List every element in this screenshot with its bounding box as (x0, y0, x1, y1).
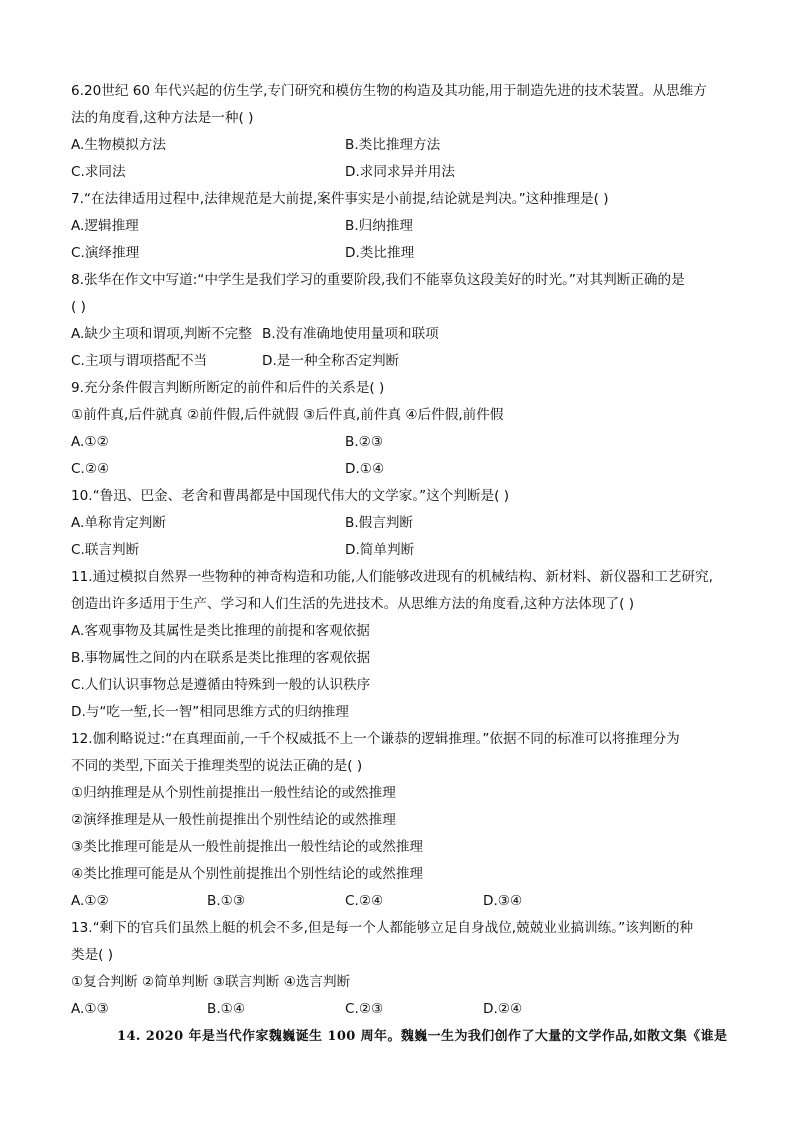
q12-option-b: B.①③ (207, 893, 246, 909)
q10-option-b: B.假言判断 (345, 515, 414, 531)
q11-option-a: A.客观事物及其属性是类比推理的前提和客观依据 (71, 623, 370, 639)
q12-option-d: D.③④ (483, 893, 523, 909)
q9-statements: ①前件真,后件就真 ②前件假,后件就假 ③后件真,前件真 ④后件假,前件假 (71, 407, 504, 423)
q6-option-d: D.求同求异并用法 (345, 164, 455, 180)
q11-option-b: B.事物属性之间的内在联系是类比推理的客观依据 (71, 650, 371, 666)
q7-stem: 7.“在法律适用过程中,法律规范是大前提,案件事实是小前提,结论就是判决。”这种推理是( ) (71, 191, 609, 207)
q10-option-c: C.联言判断 (71, 542, 140, 558)
q9-option-b: B.②③ (345, 434, 384, 450)
q11-option-c: C.人们认识事物总是遵循由特殊到一般的认识秩序 (71, 677, 371, 693)
q13-option-b: B.①④ (207, 1001, 246, 1017)
q12-option-c: C.②④ (345, 893, 384, 909)
q8-stem-line-2: ( ) (71, 299, 86, 315)
q8-option-a: A.缺少主项和谓项,判断不完整 (71, 326, 252, 342)
q10-stem: 10.“鲁迅、巴金、老舍和曹禺都是中国现代伟大的文学家。”这个判断是( ) (71, 488, 510, 504)
q6-stem-line-2: 法的角度看,这种方法是一种( ) (71, 110, 254, 126)
q12-stem-line-2: 不同的类型,下面关于推理类型的说法正确的是( ) (71, 758, 363, 774)
q10-option-d: D.简单判断 (345, 542, 415, 558)
q7-option-c: C.演绎推理 (71, 245, 140, 261)
q12-statement-3: ③类比推理可能是从一般性前提推出一般性结论的或然推理 (71, 839, 424, 855)
q7-option-d: D.类比推理 (345, 245, 415, 261)
q13-option-a: A.①③ (71, 1001, 109, 1017)
q9-option-c: C.②④ (71, 461, 110, 477)
q6-option-c: C.求同法 (71, 164, 126, 180)
q8-option-c: C.主项与谓项搭配不当 (71, 353, 208, 369)
q6-option-a: A.生物模拟方法 (71, 137, 166, 153)
q8-option-d: D.是一种全称否定判断 (262, 353, 400, 369)
q12-option-a: A.①② (71, 893, 109, 909)
q14-stem-line-1: 14. 2020 年是当代作家魏巍诞生 100 周年。魏巍一生为我们创作了大量的文学作品,如散文集《谁是 (117, 1029, 728, 1044)
q11-stem-line-2: 创造出许多适用于生产、学习和人们生活的先进技术。从思维方法的角度看,这种方法体现了( ) (71, 596, 634, 612)
q12-statement-2: ②演绎推理是从一般性前提推出个别性结论的或然推理 (71, 812, 396, 828)
q8-option-b: B.没有准确地使用量项和联项 (262, 326, 439, 342)
q9-stem: 9.充分条件假言判断所断定的前件和后件的关系是( ) (71, 380, 385, 396)
q11-stem-line-1: 11.通过模拟自然界一些物种的神奇构造和功能,人们能够改进现有的机械结构、新材料、新仪器和工艺研究, (71, 569, 713, 585)
q7-option-b: B.归纳推理 (345, 218, 414, 234)
q12-stem-line-1: 12.伽利略说过:“在真理面前,一千个权威抵不上一个谦恭的逻辑推理。”依据不同的标准可以将推理分为 (71, 731, 680, 747)
q9-option-d: D.①④ (345, 461, 385, 477)
q13-stem-line-1: 13.“剩下的官兵们虽然上艇的机会不多,但是每一个人都能够立足自身战位,兢兢业业搞训练。”该判断的种 (71, 920, 694, 936)
q9-option-a: A.①② (71, 434, 109, 450)
q8-stem-line-1: 8.张华在作文中写道:“中学生是我们学习的重要阶段,我们不能辜负这段美好的时光。”对其判断正确的是 (71, 272, 685, 288)
q13-option-c: C.②③ (345, 1001, 384, 1017)
q6-option-b: B.类比推理方法 (345, 137, 441, 153)
q11-option-d: D.与“吃一堑,长一智”相同思维方式的归纳推理 (71, 704, 349, 720)
q13-stem-line-2: 类是( ) (71, 947, 114, 963)
q13-option-d: D.②④ (483, 1001, 523, 1017)
q13-statements: ①复合判断 ②简单判断 ③联言判断 ④选言判断 (71, 974, 351, 990)
q12-statement-4: ④类比推理可能是从个别性前提推出个别性结论的或然推理 (71, 866, 424, 882)
q12-statement-1: ①归纳推理是从个别性前提推出一般性结论的或然推理 (71, 785, 396, 801)
q10-option-a: A.单称肯定判断 (71, 515, 166, 531)
q7-option-a: A.逻辑推理 (71, 218, 139, 234)
q6-stem-line-1: 6.20世纪 60 年代兴起的仿生学,专门研究和模仿生物的构造及其功能,用于制造先进的技术装置。从思维方 (71, 83, 707, 99)
